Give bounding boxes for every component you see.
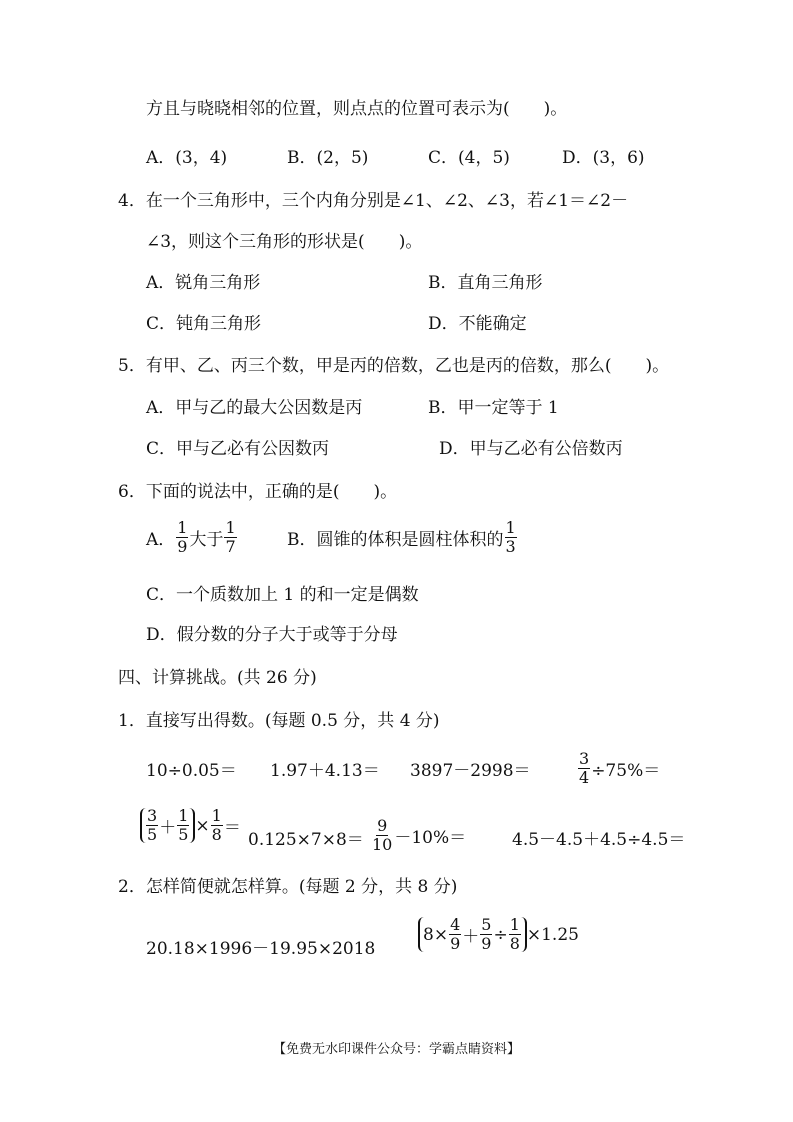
fraction-3-4: $\frac{3}{4}$ bbox=[579, 749, 590, 787]
footer-watermark-note: 【免费无水印课件公众号：学霸点睛资料】 bbox=[272, 1042, 520, 1057]
q4-option-d: D．不能确定 bbox=[428, 314, 527, 334]
simplify-2 bbox=[418, 917, 579, 952]
part2-title: 2．怎样简便就怎样算。(每题 2 分，共 8 分) bbox=[118, 877, 458, 897]
paren-group-2 bbox=[418, 917, 527, 952]
calc-7-rest: －10%＝ bbox=[394, 828, 467, 848]
q5-option-d: D．甲与乙必有公倍数丙 bbox=[439, 439, 623, 459]
q6-b-text: B．圆锥的体积是圆柱体积的 bbox=[287, 530, 504, 550]
calc-6: 0.125×7×8＝ bbox=[248, 830, 364, 850]
simplify-1: 20.18×1996－19.95×2018 bbox=[146, 939, 376, 959]
q5-option-c: C．甲与乙必有公因数丙 bbox=[146, 439, 330, 459]
q4-stem-line1: 4．在一个三角形中，三个内角分别是∠1、∠2、∠3，若∠1＝∠2－ bbox=[118, 191, 629, 211]
part1-title: 1．直接写出得数。(每题 0.5 分，共 4 分) bbox=[118, 711, 440, 731]
calc-4-rest: ÷75%＝ bbox=[591, 761, 661, 781]
fraction-9-10: $\frac{9}{10}$ bbox=[372, 816, 393, 854]
q6-stem: 6．下面的说法中，正确的是( )。 bbox=[118, 482, 398, 502]
q6-a-mid: 大于 bbox=[189, 530, 224, 550]
equals-sign: ＝ bbox=[223, 818, 241, 838]
q5-stem: 5．有甲、乙、丙三个数，甲是丙的倍数，乙也是丙的倍数，那么( )。 bbox=[118, 356, 670, 376]
q6-option-a bbox=[146, 520, 238, 555]
q3-continuation: 方且与晓晓相邻的位置，则点点的位置可表示为( )。 bbox=[146, 99, 568, 119]
fraction-1-8: $\frac{1}{8}$ bbox=[211, 806, 222, 844]
calc-2: 1.97＋4.13＝ bbox=[270, 761, 380, 781]
simplify-2-tail: ×1.25 bbox=[526, 924, 579, 945]
fraction-1-9: $\frac{1}{9}$ bbox=[177, 518, 188, 556]
q6-option-c: C．一个质数加上 1 的和一定是偶数 bbox=[146, 585, 419, 605]
section-4-title: 四、计算挑战。(共 26 分) bbox=[118, 668, 317, 688]
q3-option-c: C．(4，5) bbox=[428, 148, 510, 168]
divide-sign: ÷ bbox=[493, 924, 508, 945]
q3-option-d: D．(3，6) bbox=[562, 148, 645, 168]
calc-3: 3897－2998＝ bbox=[410, 761, 531, 781]
simplify-2-start: 8× bbox=[423, 924, 449, 945]
fraction-1-8-b: $\frac{1}{8}$ bbox=[509, 915, 520, 953]
q4-option-a: A．锐角三角形 bbox=[146, 273, 261, 293]
q5-option-a: A．甲与乙的最大公因数是丙 bbox=[146, 398, 363, 418]
plus-sign-2: ＋ bbox=[462, 927, 480, 947]
fraction-3-5: $\frac{3}{5}$ bbox=[147, 806, 158, 844]
q3-option-b: B．(2，5) bbox=[287, 148, 369, 168]
fraction-4-9: $\frac{4}{9}$ bbox=[450, 915, 461, 953]
calc-7 bbox=[370, 818, 466, 853]
fraction-1-5: $\frac{1}{5}$ bbox=[178, 806, 189, 844]
times-sign: × bbox=[195, 815, 210, 836]
q4-option-b: B．直角三角形 bbox=[428, 273, 543, 293]
fraction-5-9: $\frac{5}{9}$ bbox=[481, 915, 492, 953]
q6-a-label: A． bbox=[146, 530, 176, 550]
q6-option-d: D．假分数的分子大于或等于分母 bbox=[146, 625, 398, 645]
calc-8: 4.5－4.5＋4.5÷4.5＝ bbox=[512, 830, 686, 850]
paren-group bbox=[140, 808, 195, 843]
fraction-1-3: $\frac{1}{3}$ bbox=[505, 518, 516, 556]
fraction-1-7: $\frac{1}{7}$ bbox=[225, 518, 236, 556]
calc-5 bbox=[140, 808, 241, 843]
calc-4 bbox=[577, 751, 660, 786]
q6-option-b bbox=[287, 520, 518, 555]
q3-option-a: A．(3，4) bbox=[146, 148, 228, 168]
q4-stem-line2: ∠3，则这个三角形的形状是( )。 bbox=[146, 232, 423, 252]
calc-1: 10÷0.05＝ bbox=[146, 761, 237, 781]
q4-option-c: C．钝角三角形 bbox=[146, 314, 262, 334]
plus-sign: ＋ bbox=[159, 818, 177, 838]
q5-option-b: B．甲一定等于 1 bbox=[428, 398, 559, 418]
